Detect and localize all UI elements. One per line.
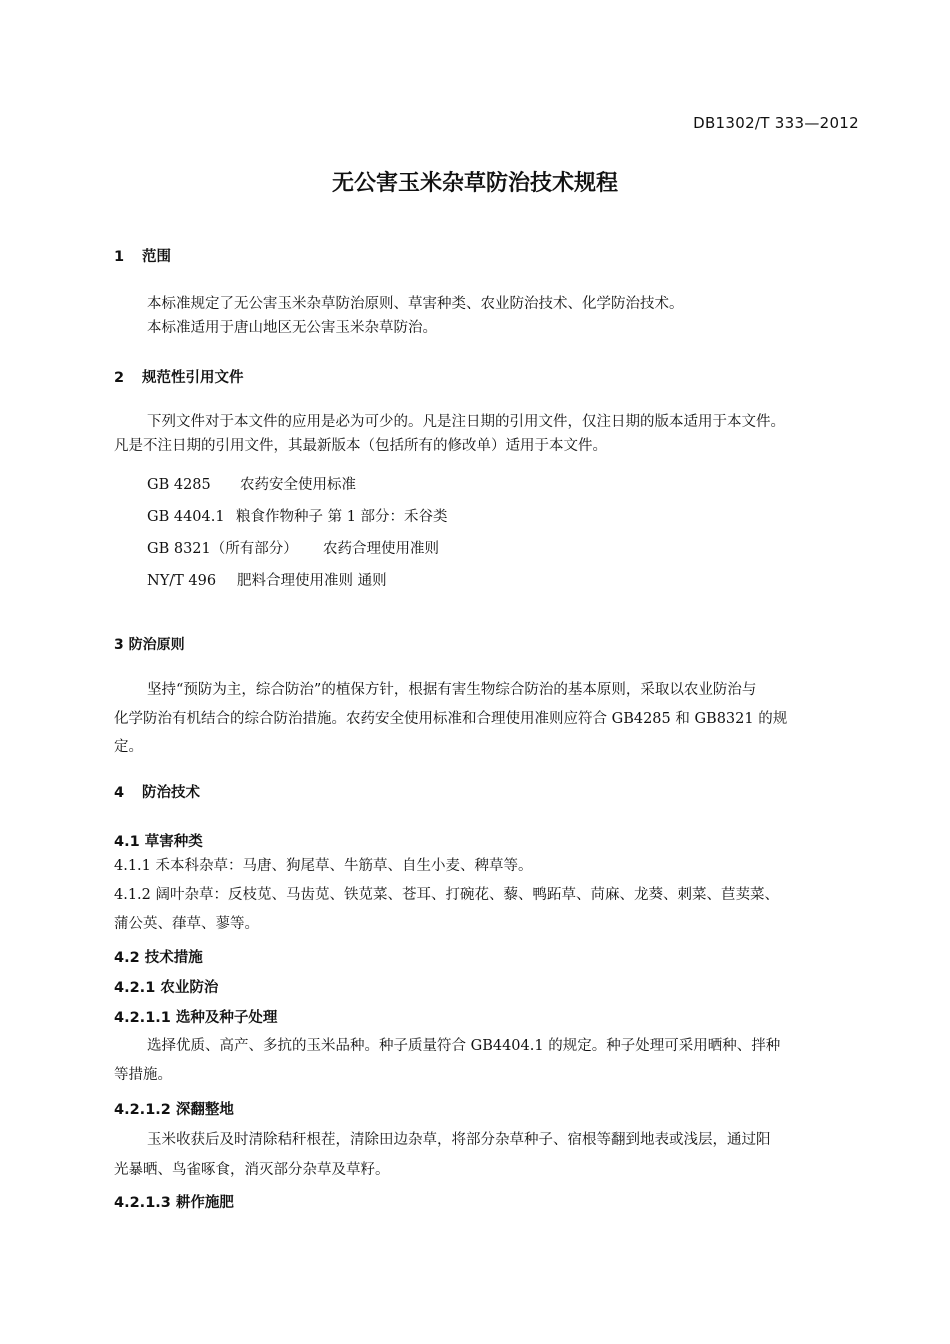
reference-item [147,537,439,558]
section-2-number: 2 [114,370,125,386]
section-2-intro-line-2: 凡是不注日期的引用文件，其最新版本（包括所有的修改单）适用于本文件。 [114,438,607,454]
section-1-heading [114,245,171,266]
document-number: DB1302/T 333—2012 [693,114,859,132]
reference-item [147,473,356,494]
item-4-1-2-line-2: 蒲公英、葎草、蓼等。 [114,916,259,932]
reference-code: GB 8321（所有部分） [147,541,298,557]
section-4-heading [114,781,200,802]
section-1-line-2: 本标准适用于唐山地区无公害玉米杂草防治。 [147,320,437,336]
section-2-title: 规范性引用文件 [142,370,244,386]
subsection-4-2-1-2-line-2: 光暴晒、鸟雀啄食，消灭部分杂草及草籽。 [114,1162,390,1178]
subsection-4-2-1-1-heading: 4.2.1.1 选种及种子处理 [114,1010,278,1026]
reference-code: NY/T 496 [147,573,217,589]
subsection-4-2-1-1-line-2: 等措施。 [114,1067,172,1083]
section-3-line-1: 坚持“预防为主，综合防治”的植保方针，根据有害生物综合防治的基本原则，采取以农业防治与 [147,682,757,698]
subsection-4-1-heading: 4.1 草害种类 [114,834,203,850]
reference-name: 粮食作物种子 第 1 部分：禾谷类 [236,509,448,525]
reference-name: 农药合理使用准则 [323,541,439,557]
section-3-heading: 3 防治原则 [114,637,185,653]
reference-code: GB 4285 [147,477,211,493]
reference-code: GB 4404.1 [147,509,225,525]
document-title: 无公害玉米杂草防治技术规程 [331,171,618,196]
subsection-4-2-1-heading: 4.2.1 农业防治 [114,980,219,996]
section-3-line-3: 定。 [114,739,143,755]
section-1-title: 范围 [142,249,171,265]
reference-item [147,569,387,590]
section-4-title: 防治技术 [142,785,200,801]
item-4-1-1: 4.1.1 禾本科杂草：马唐、狗尾草、牛筋草、自生小麦、稗草等。 [114,858,533,874]
subsection-4-2-1-3-heading: 4.2.1.3 耕作施肥 [114,1195,234,1211]
item-4-1-2-line-1: 4.1.2 阔叶杂草：反枝苋、马齿苋、铁苋菜、苍耳、打碗花、藜、鸭跖草、苘麻、龙葵、刺菜、苣荬菜、 [114,887,779,903]
reference-name: 肥料合理使用准则 通则 [237,573,387,589]
section-1-number: 1 [114,249,125,265]
reference-name: 农药安全使用标准 [240,477,356,493]
subsection-4-2-1-2-line-1: 玉米收获后及时清除秸秆根茬，清除田边杂草，将部分杂草种子、宿根等翻到地表或浅层，通过阳 [147,1132,771,1148]
subsection-4-2-1-1-line-1: 选择优质、高产、多抗的玉米品种。种子质量符合 GB4404.1 的规定。种子处理可采用晒种、拌种 [147,1038,781,1054]
section-2-intro-line-1: 下列文件对于本文件的应用是必为可少的。凡是注日期的引用文件，仅注日期的版本适用于本文件。 [147,414,785,430]
section-1-line-1: 本标准规定了无公害玉米杂草防治原则、草害种类、农业防治技术、化学防治技术。 [147,296,684,312]
subsection-4-2-heading: 4.2 技术措施 [114,950,203,966]
section-3-line-2: 化学防治有机结合的综合防治措施。农药安全使用标准和合理使用准则应符合 GB4285 和 GB8321 的规 [114,711,788,727]
section-2-heading [114,366,244,387]
reference-item [147,505,448,526]
subsection-4-2-1-2-heading: 4.2.1.2 深翻整地 [114,1102,234,1118]
section-4-number: 4 [114,785,125,801]
